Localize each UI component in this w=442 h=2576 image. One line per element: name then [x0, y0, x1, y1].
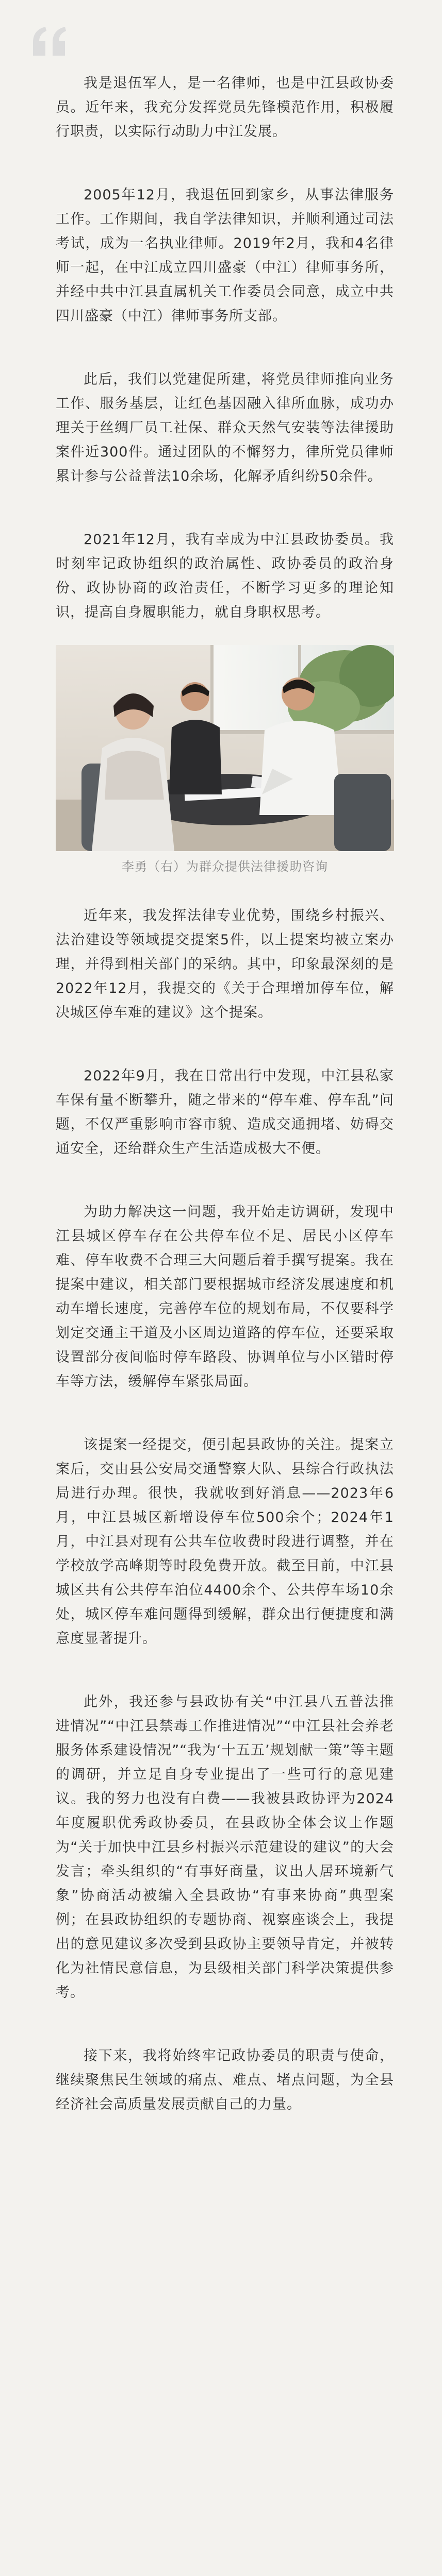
photo-caption: 李勇（右）为群众提供法律援助咨询 — [122, 859, 328, 874]
paragraph-2: 2005年12月，我退伍回到家乡，从事法律服务工作。工作期间，我自学法律知识，并顺利通过司法考试，成为一名执业律师。2019年2月，我和4名律师一起，在中江成立四川盛豪（中江）律师事务所，并经中共中江县直属机关工作委员会同意，成立中共四川盛豪（中江）律师事务所支部。 — [56, 187, 394, 324]
paragraph-5: 近年来，我发挥法律专业优势，围绕乡村振兴、法治建设等领域提交提案5件，以上提案均被立案办理，并得到相关部门的采纳。其中，印象最深刻的是2022年12月，我提交的《关于合理增加停车位，解决城区停车难的建议》这个提案。 — [56, 908, 394, 1021]
paragraph-7: 为助力解决这一问题，我开始走访调研，发现中江县城区停车存在公共停车位不足、居民小区停车难、停车收费不合理三大问题后着手撰写提案。我在提案中建议，相关部门要根据城市经济发展速度和机动车增长速度，完善停车位的规划布局，不仅要科学划定交通主干道及小区周边道路的停车位，还要采取设置部分夜间临时停车路段、协调单位与小区错时停车等方法，缓解停车紧张局面。 — [56, 1204, 394, 1389]
article-photo — [56, 645, 394, 851]
paragraph-6: 2022年9月，我在日常出行中发现，中江县私家车保有量不断攀升，随之带来的“停车难、停车乱”问题，不仅严重影响市容市貌、造成交通拥堵、妨碍交通安全，还给群众生产生活造成极大不便。 — [56, 1068, 394, 1157]
open-quote-icon — [30, 26, 71, 57]
paragraph-1: 我是退伍军人，是一名律师，也是中江县政协委员。近年来，我充分发挥党员先锋模范作用，积极履行职责，以实际行动助力中江发展。 — [56, 75, 394, 140]
paragraph-3: 此后，我们以党建促所建，将党员律师推向业务工作、服务基层，让红色基因融入律所血脉，成功办理关于丝绸厂员工社保、群众天然气安装等法律援助案件近300件。通过团队的不懈努力，律所党员律师累计参与公益普法10余场，化解矛盾纠纷50余件。 — [56, 371, 394, 484]
paragraph-10: 接下来，我将始终牢记政协委员的职责与使命，继续聚焦民生领域的痛点、难点、堵点问题，为全县经济社会高质量发展贡献自己的力量。 — [56, 2048, 394, 2112]
paragraph-4: 2021年12月，我有幸成为中江县政协委员。我时刻牢记政协组织的政治属性、政协委员的政治身份、政协协商的政治责任，不断学习更多的理论知识，提高自身履职能力，就自身职权思考。 — [56, 532, 394, 620]
article-body — [56, 71, 394, 2116]
paragraph-8: 该提案一经提交，便引起县政协的关注。提案立案后，交由县公安局交通警察大队、县综合行政执法局进行办理。很快，我就收到好消息——2023年6月，中江县城区新增设停车位500余个；2024年1月，中江县对现有公共车位收费时段进行调整，并在学校放学高峰期等时段免费开放。截至目前，中江县城区共有公共停车泊位4400余个、公共停车场10余处，城区停车难问题得到缓解，群众出行便捷度和满意度显著提升。 — [56, 1437, 394, 1647]
consultation-photo — [56, 645, 394, 851]
paragraph-9: 此外，我还参与县政协有关“中江县八五普法推进情况”“中江县禁毒工作推进情况”“中江县社会养老服务体系建设情况”“我为‘十五五’规划献一策”等主题的调研，并立足自身专业提出了一些可行的意见建议。我的努力也没有白费——我被县政协评为2024年度履职优秀政协委员，在县政协全体会议上作题为“关于加快中江县乡村振兴示范建设的建议”的大会发言；牵头组织的“有事好商量，议出人居环境新气象”协商活动被编入全县政协“有事来协商”典型案例；在县政协组织的专题协商、视察座谈会上，我提出的意见建议多次受到县政协主要领导肯定，并被转化为社情民意信息，为县级相关部门科学决策提供参考。 — [56, 1694, 394, 2001]
